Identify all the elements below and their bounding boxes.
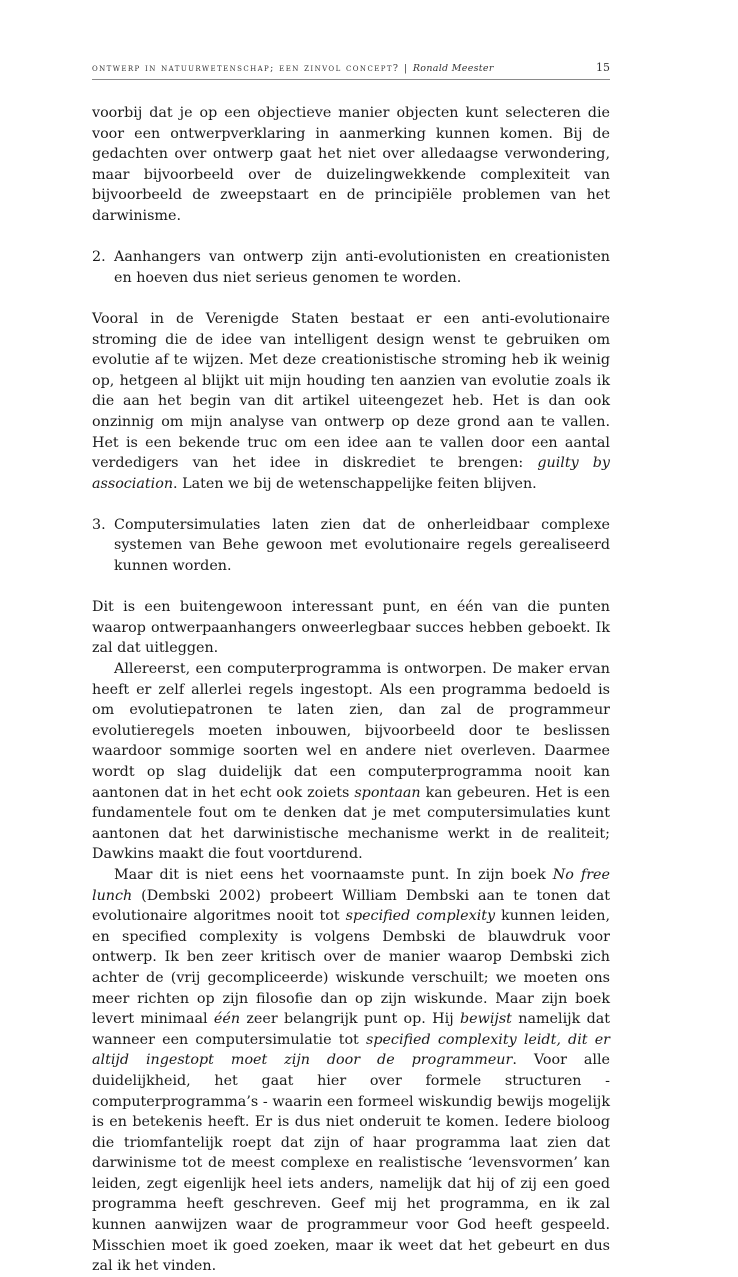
- running-title: ontwerp in natuurwetenschap; een zinvol concept?: [92, 63, 400, 74]
- paragraph-4-part-a: Allereerst, een computerprogramma is ontworpen. De maker ervan heeft er zelf allerlei regels ingestopt. Als een programma bedoeld is om evolutiepatronen te laten zien, dan zal de programmeur evolutieregels moeten inbouwen, bijvoorbeeld door te beslissen waardoor sommige soorten wel en andere niet overleven. Daarmee wordt op slag duidelijk dat een computerprogramma nooit kan aantonen dat in het echt ook zoiets: [92, 661, 610, 801]
- paragraph-3: Dit is een buitengewoon interessant punt, en één van die punten waarop ontwerpaanhangers onweerlegbaar succes hebben geboekt. Ik zal dat uitleggen.: [92, 599, 610, 657]
- paragraph-5-part-f: . Voor alle duidelijkheid, het gaat hier over formele structuren - computerprogramma’s - waarin een formeel wiskundig bewijs mogelijk is en betekenis heeft. Er is dus niet onderuit te komen. Iedere bioloog die triomfantelijk roept dat zijn of haar programma laat zien dat darwinisme tot de meest complexe en realistische ‘levensvormen’ kan leiden, zegt eigenlijk heel iets anders, namelijk dat hij of zij een goed programma heeft geschreven. Geef mij het programma, en ik zal kunnen aanwijzen waar de programmeur voor God heeft gespeeld. Misschien moet ik goed zoeken, maar ik weet dat het gebeurt en dus zal ik het vinden.: [92, 1052, 611, 1275]
- header-separator: |: [399, 63, 413, 74]
- spacer: [92, 577, 610, 598]
- term-emphasis: specified complexity: [345, 908, 496, 925]
- paragraph-2-emphasis: guilty by association: [92, 455, 610, 492]
- page-body: [92, 103, 610, 1277]
- running-title-line: [92, 63, 494, 74]
- list-item-2-number: 2.: [92, 249, 106, 266]
- paragraph-2-part-a: Vooral in de Verenigde Staten bestaat er een anti-evolutionaire stroming die de idee van intelligent design wenst te gebruiken om evolutie af te wijzen. Met deze creationistische stroming heb ik weinig op, hetgeen al blijkt uit mijn houding ten aanzien van evolutie zoals ik die aan het begin van dit artikel uiteengezet heb. Het is dan ook onzinnig om mijn analyse van ontwerp op deze grond aan te vallen. Het is een bekende truc om een idee aan te vallen door een aantal verdedigers van het idee in diskrediet te brengen:: [92, 310, 610, 472]
- list-item-3-number: 3.: [92, 516, 106, 533]
- clause-emphasis: specified complexity leidt, dit er altijd ingestopt moet zijn door de programmeur: [92, 1031, 610, 1069]
- paragraph-5-part-b: (Dembski 2002) probeert William Dembski aan te tonen dat evolutionaire algoritmes nooit tot: [92, 887, 610, 925]
- spacer: [92, 288, 610, 309]
- word-emphasis-een: één: [213, 1011, 241, 1028]
- spacer: [92, 494, 610, 515]
- paragraph-4-emphasis: spontaan: [354, 784, 421, 801]
- list-item-3-text: Computersimulaties laten zien dat de onherleidbaar complexe systemen van Behe gewoon met evolutionaire regels gerealiseerd kunnen worden.: [114, 516, 610, 575]
- paragraph-5-part-c: kunnen leiden, en specified complexity is volgens Dembski de blauwdruk voor ontwerp. Ik ben zeer kritisch over de manier waarop Dembski zich achter de (vrij gecompliceerde) wiskunde verschuilt; we moeten ons meer richten op zijn filosofie dan op zijn wiskunde. Maar zijn boek levert minimaal: [92, 908, 610, 1028]
- paragraph-5-part-a: Maar dit is niet eens het voornaamste punt. In zijn boek: [114, 866, 553, 883]
- paragraph-5: [92, 865, 610, 1277]
- header-author: Ronald Meester: [412, 63, 494, 74]
- book-title-emphasis: No free lunch: [92, 866, 610, 904]
- paragraph-4: [92, 659, 610, 865]
- paragraph-2: [92, 309, 610, 494]
- paragraph-2-part-b: . Laten we bij de wetenschappelijke feiten blijven.: [173, 475, 537, 492]
- paragraph-5-part-e: namelijk dat wanneer een computersimulatie tot: [92, 1011, 611, 1048]
- list-item-3: [92, 515, 610, 577]
- paragraph-5-part-d: zeer belangrijk punt op. Hij: [240, 1011, 460, 1028]
- page-number: 15: [596, 61, 610, 74]
- spacer: [92, 227, 610, 248]
- paragraph-1: voorbij dat je op een objectieve manier objecten kunt selecteren die voor een ontwerpverklaring in aanmerking kunnen komen. Bij de gedachten over ontwerp gaat het niet over alledaagse verwondering, maar bijvoorbeeld over de duizelingwekkende complexiteit van bijvoorbeeld de zweepstaart en de principiële problemen van het darwinisme.: [92, 105, 610, 224]
- list-item-2-text: Aanhangers van ontwerp zijn anti-evolutionisten en creationisten en hoeven dus niet serieus genomen te worden.: [114, 249, 610, 286]
- list-item-2: [92, 247, 610, 288]
- running-header: [92, 61, 610, 80]
- paragraph-4-part-b: kan gebeuren. Het is een fundamentele fout om te denken dat je met computersimulaties kunt aantonen dat het darwinistische mechanisme werkt in de realiteit; Dawkins maakt die fout voortdurend.: [92, 784, 610, 863]
- word-emphasis-bewijst: bewijst: [459, 1011, 512, 1028]
